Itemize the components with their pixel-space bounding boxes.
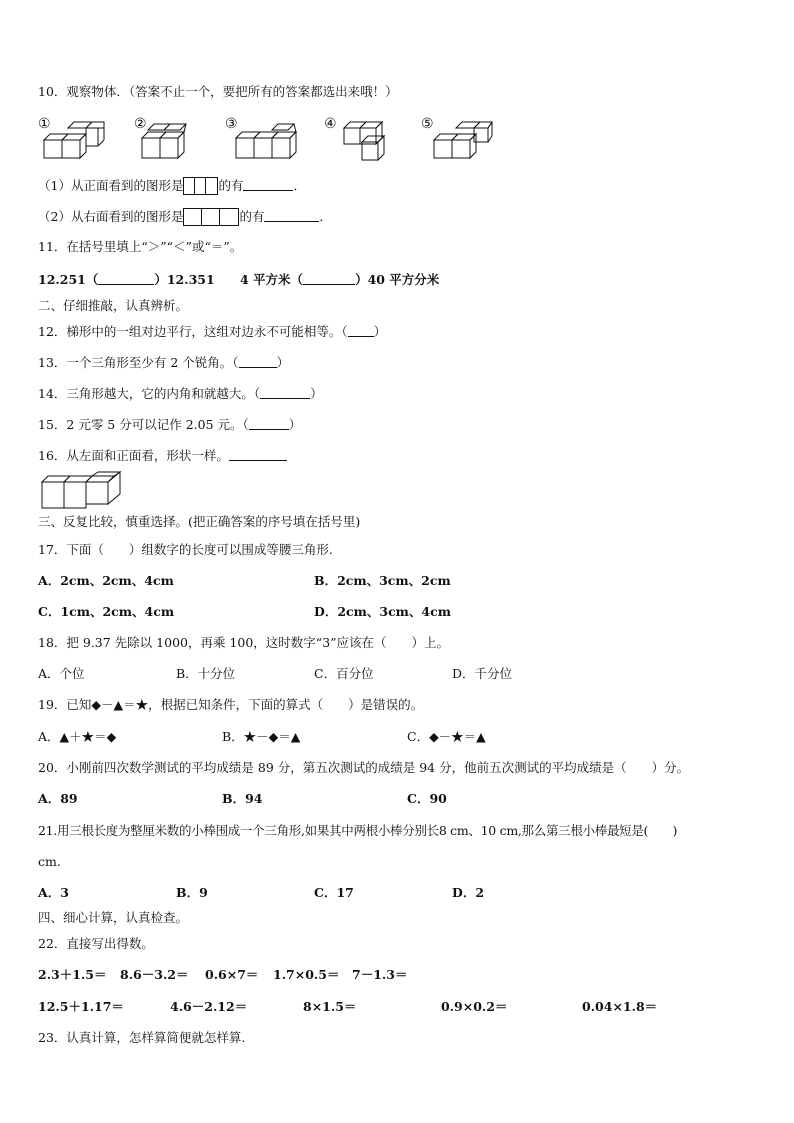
- section-2-heading: 二、仔细推敲，认真辨析。: [38, 298, 189, 313]
- q18-option-d[interactable]: D．千分位: [452, 666, 513, 681]
- q12: [38, 324, 386, 340]
- q22-expr-5: 7－1.3＝: [352, 967, 408, 982]
- q21-option-c[interactable]: C．17: [314, 885, 354, 900]
- q10-part1-answer-blank[interactable]: [243, 178, 293, 191]
- q22-expr-4: 1.7×0.5＝: [273, 967, 340, 982]
- q19-option-a[interactable]: A．▲＋★＝◆: [38, 729, 117, 744]
- q12-text: 12．梯形中的一组对边平行，这组对边永不可能相等。（: [38, 324, 348, 339]
- q10-part2-answer-blank[interactable]: [264, 209, 319, 222]
- q13-close: ）: [276, 355, 290, 370]
- q13-blank[interactable]: [239, 355, 277, 368]
- cube-figure-3: [232, 118, 304, 162]
- figure-label-3: ③: [225, 116, 238, 132]
- q15-close: ）: [288, 417, 302, 432]
- q21-option-a[interactable]: A．3: [38, 885, 69, 900]
- q16: [38, 448, 287, 464]
- q20-option-c[interactable]: C．90: [407, 791, 447, 806]
- figure-label-5: ⑤: [421, 116, 434, 132]
- q14-close: ）: [310, 386, 323, 401]
- q19-title: 19．已知◆－▲＝★，根据已知条件，下面的算式（ ）是错误的。: [38, 697, 424, 712]
- q11-a-blank[interactable]: [98, 272, 154, 285]
- q10-part2: （2）从右面看到的图形是 的有 ．: [38, 209, 332, 224]
- q16-blank[interactable]: [229, 448, 287, 461]
- q22-expr-7: 4.6－2.12＝: [170, 999, 248, 1014]
- q22-title: 22．直接写出得数。: [38, 936, 154, 951]
- q10-part2-suffix: 的有: [239, 209, 265, 224]
- q16-text: 16．从左面和正面看，形状一样。: [38, 448, 229, 463]
- q21-line-1: 21.用三根长度为整厘米数的小棒围成一个三角形,如果其中两根小棒分别长8 cm、10 cm,那么第三根小棒最短是( ): [38, 823, 678, 838]
- q19-option-c[interactable]: C．◆－★＝▲: [407, 729, 486, 744]
- q10-part2-prefix: （2）从右面看到的图形是: [38, 209, 184, 224]
- q22-expr-2: 8.6－3.2＝: [120, 967, 189, 982]
- q22-expr-6: 12.5＋1.17＝: [38, 999, 124, 1014]
- q14-blank[interactable]: [260, 386, 310, 399]
- q17-title: 17．下面（ ）组数字的长度可以围成等腰三角形.: [38, 542, 333, 557]
- q22-expr-1: 2.3＋1.5＝: [38, 967, 107, 982]
- q22-expr-9: 0.9×0.2＝: [441, 999, 508, 1014]
- q11-b-left: 4 平方米（: [240, 272, 304, 287]
- q10-title: 10．观察物体．（答案不止一个，要把所有的答案都选出来哦！）: [38, 84, 398, 99]
- q20-option-a[interactable]: A．89: [38, 791, 78, 806]
- q11-a-left: 12.251（: [38, 272, 99, 287]
- q18-option-b[interactable]: B．十分位: [176, 666, 236, 681]
- q17-option-d[interactable]: D．2cm、3cm、4cm: [314, 604, 451, 619]
- q21-option-d[interactable]: D．2: [452, 885, 485, 900]
- q17-option-a[interactable]: A．2cm、2cm、4cm: [38, 573, 174, 588]
- front-view-shape: [183, 177, 218, 195]
- figure-label-2: ②: [134, 116, 147, 132]
- figure-label-4: ④: [324, 116, 337, 132]
- q11-a-right: ）12.351: [154, 272, 215, 287]
- q10-part1-suffix: 的有: [218, 178, 244, 193]
- cube-figure-4: [340, 116, 396, 164]
- q11-item-a: [38, 272, 215, 288]
- q21-option-b[interactable]: B．9: [176, 885, 208, 900]
- q21-line-2: cm.: [38, 854, 61, 869]
- q17-option-c[interactable]: C．1cm、2cm、4cm: [38, 604, 175, 619]
- q18-option-c[interactable]: C．百分位: [314, 666, 374, 681]
- q22-expr-8: 8×1.5＝: [303, 999, 357, 1014]
- q12-blank[interactable]: [348, 324, 374, 337]
- q13-text: 13．一个三角形至少有 2 个锐角。（: [38, 355, 239, 370]
- q10-part1: （1）从正面看到的图形是 的有 ．: [38, 178, 306, 193]
- q11-b-blank[interactable]: [303, 272, 355, 285]
- q11-title: 11．在括号里填上“＞”“＜”或“＝”。: [38, 239, 243, 254]
- section-4-heading: 四、细心计算，认真检查。: [38, 910, 189, 925]
- q11-b-right: ）40 平方分米: [355, 272, 440, 287]
- q15: [38, 417, 301, 433]
- q11-item-b: [240, 272, 439, 288]
- cube-figure-5: [430, 118, 494, 162]
- q17-option-b[interactable]: B．2cm、3cm、2cm: [314, 573, 451, 588]
- q12-close: ）: [373, 324, 387, 339]
- q15-text: 15．2 元零 5 分可以记作 2.05 元。（: [38, 417, 249, 432]
- section-3-heading: 三、反复比较，慎重选择。(把正确答案的序号填在括号里): [38, 514, 361, 529]
- q16-cube-figure: [40, 470, 126, 512]
- right-view-shape: [183, 208, 239, 226]
- q20-title: 20．小刚前四次数学测试的平均成绩是 89 分，第五次测试的成绩是 94 分，他前五次测试的平均成绩是（ ）分。: [38, 760, 690, 775]
- q18-option-a[interactable]: A．个位: [38, 666, 85, 681]
- q20-option-b[interactable]: B．94: [222, 791, 263, 806]
- cube-figure-2: [138, 118, 200, 162]
- cube-figure-1: [40, 118, 106, 162]
- q14-text: 14．三角形越大，它的内角和就越大。（: [38, 386, 261, 401]
- q19-option-b[interactable]: B．★－◆＝▲: [222, 729, 301, 744]
- q18-title: 18．把 9.37 先除以 1000，再乘 100，这时数字“3”应该在（ ）上。: [38, 635, 450, 650]
- figure-label-1: ①: [38, 116, 51, 132]
- q10-part1-prefix: （1）从正面看到的图形是: [38, 178, 184, 193]
- q15-blank[interactable]: [249, 417, 289, 430]
- q22-expr-10: 0.04×1.8＝: [582, 999, 658, 1014]
- q22-expr-3: 0.6×7＝: [205, 967, 259, 982]
- q23-title: 23．认真计算，怎样算简便就怎样算.: [38, 1030, 246, 1045]
- q13: [38, 355, 289, 371]
- q14: [38, 386, 323, 402]
